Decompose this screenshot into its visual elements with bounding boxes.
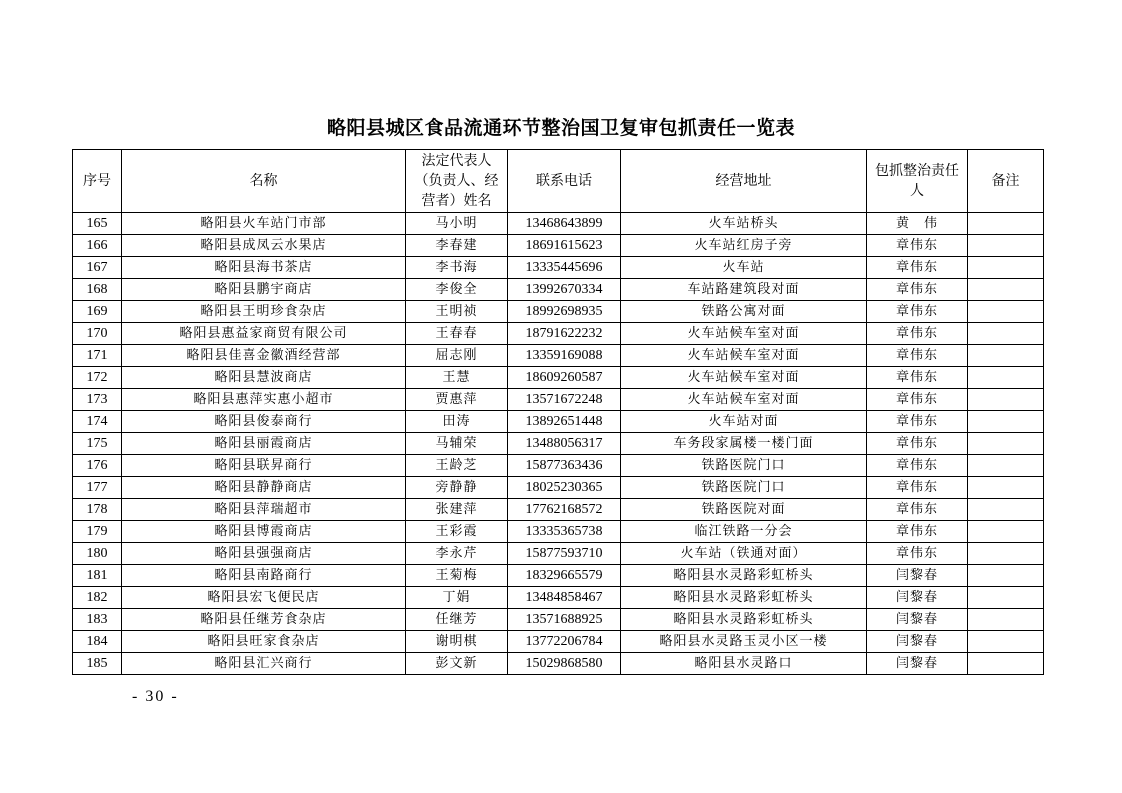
cell-address: 火车站候车室对面 <box>621 389 867 411</box>
table-row <box>73 411 1044 433</box>
table-row <box>73 323 1044 345</box>
cell-owner: 屈志刚 <box>406 345 508 367</box>
header-name: 名称 <box>122 150 406 213</box>
cell-responsible: 章伟东 <box>867 455 968 477</box>
cell-note <box>968 543 1044 565</box>
cell-responsible: 章伟东 <box>867 543 968 565</box>
cell-note <box>968 455 1044 477</box>
cell-phone: 13992670334 <box>508 279 621 301</box>
cell-phone: 13571688925 <box>508 609 621 631</box>
cell-responsible: 章伟东 <box>867 235 968 257</box>
cell-name: 略阳县慧波商店 <box>122 367 406 389</box>
cell-name: 略阳县鹏宇商店 <box>122 279 406 301</box>
table-row <box>73 587 1044 609</box>
cell-index: 170 <box>73 323 122 345</box>
table-row <box>73 499 1044 521</box>
table-row <box>73 653 1044 675</box>
cell-owner: 李春建 <box>406 235 508 257</box>
cell-address: 火车站候车室对面 <box>621 367 867 389</box>
table-row <box>73 367 1044 389</box>
cell-note <box>968 433 1044 455</box>
cell-responsible: 章伟东 <box>867 301 968 323</box>
header-index: 序号 <box>73 150 122 213</box>
cell-owner: 马小明 <box>406 213 508 235</box>
table-row <box>73 455 1044 477</box>
cell-address: 车务段家属楼一楼门面 <box>621 433 867 455</box>
cell-phone: 13335365738 <box>508 521 621 543</box>
table-row <box>73 543 1044 565</box>
cell-index: 181 <box>73 565 122 587</box>
table-row <box>73 235 1044 257</box>
cell-responsible: 闫黎春 <box>867 609 968 631</box>
cell-owner: 李书海 <box>406 257 508 279</box>
cell-note <box>968 587 1044 609</box>
cell-responsible: 章伟东 <box>867 433 968 455</box>
cell-name: 略阳县强强商店 <box>122 543 406 565</box>
cell-owner: 任继芳 <box>406 609 508 631</box>
cell-address: 火车站候车室对面 <box>621 323 867 345</box>
cell-responsible: 闫黎春 <box>867 587 968 609</box>
cell-note <box>968 521 1044 543</box>
cell-index: 171 <box>73 345 122 367</box>
cell-address: 火车站候车室对面 <box>621 345 867 367</box>
cell-index: 184 <box>73 631 122 653</box>
cell-owner: 王菊梅 <box>406 565 508 587</box>
cell-index: 172 <box>73 367 122 389</box>
cell-index: 178 <box>73 499 122 521</box>
cell-owner: 张建萍 <box>406 499 508 521</box>
cell-phone: 15029868580 <box>508 653 621 675</box>
cell-note <box>968 323 1044 345</box>
cell-index: 179 <box>73 521 122 543</box>
cell-phone: 18329665579 <box>508 565 621 587</box>
cell-owner: 丁娟 <box>406 587 508 609</box>
table-row <box>73 565 1044 587</box>
cell-note <box>968 653 1044 675</box>
cell-index: 183 <box>73 609 122 631</box>
cell-address: 车站路建筑段对面 <box>621 279 867 301</box>
cell-phone: 15877593710 <box>508 543 621 565</box>
table-row <box>73 521 1044 543</box>
cell-index: 167 <box>73 257 122 279</box>
cell-address: 略阳县水灵路彩虹桥头 <box>621 609 867 631</box>
cell-note <box>968 609 1044 631</box>
cell-note <box>968 389 1044 411</box>
cell-note <box>968 345 1044 367</box>
cell-name: 略阳县成凤云水果店 <box>122 235 406 257</box>
cell-address: 铁路公寓对面 <box>621 301 867 323</box>
cell-note <box>968 279 1044 301</box>
table-row <box>73 213 1044 235</box>
cell-phone: 18609260587 <box>508 367 621 389</box>
cell-phone: 13571672248 <box>508 389 621 411</box>
header-address: 经营地址 <box>621 150 867 213</box>
cell-phone: 13892651448 <box>508 411 621 433</box>
responsibility-table <box>72 149 1044 675</box>
table-row <box>73 477 1044 499</box>
cell-note <box>968 565 1044 587</box>
cell-name: 略阳县汇兴商行 <box>122 653 406 675</box>
cell-address: 火车站 <box>621 257 867 279</box>
header-responsible: 包抓整治责任人 <box>867 150 968 213</box>
cell-owner: 马辅荣 <box>406 433 508 455</box>
table-row <box>73 257 1044 279</box>
cell-phone: 13484858467 <box>508 587 621 609</box>
cell-index: 175 <box>73 433 122 455</box>
cell-phone: 18025230365 <box>508 477 621 499</box>
cell-name: 略阳县联昇商行 <box>122 455 406 477</box>
cell-responsible: 章伟东 <box>867 477 968 499</box>
cell-name: 略阳县王明珍食杂店 <box>122 301 406 323</box>
cell-owner: 王龄芝 <box>406 455 508 477</box>
cell-responsible: 章伟东 <box>867 411 968 433</box>
table-row <box>73 389 1044 411</box>
cell-owner: 彭文新 <box>406 653 508 675</box>
cell-name: 略阳县南路商行 <box>122 565 406 587</box>
cell-responsible: 章伟东 <box>867 367 968 389</box>
table-row <box>73 433 1044 455</box>
cell-note <box>968 301 1044 323</box>
cell-responsible: 黄 伟 <box>867 213 968 235</box>
cell-address: 略阳县水灵路彩虹桥头 <box>621 587 867 609</box>
header-note: 备注 <box>968 150 1044 213</box>
cell-responsible: 闫黎春 <box>867 565 968 587</box>
cell-note <box>968 499 1044 521</box>
table-row <box>73 631 1044 653</box>
cell-name: 略阳县宏飞便民店 <box>122 587 406 609</box>
cell-note <box>968 631 1044 653</box>
cell-phone: 13488056317 <box>508 433 621 455</box>
cell-phone: 17762168572 <box>508 499 621 521</box>
cell-name: 略阳县惠益家商贸有限公司 <box>122 323 406 345</box>
cell-address: 火车站桥头 <box>621 213 867 235</box>
cell-name: 略阳县丽霞商店 <box>122 433 406 455</box>
cell-phone: 18992698935 <box>508 301 621 323</box>
cell-address: 略阳县水灵路口 <box>621 653 867 675</box>
header-owner: 法定代表人（负责人、经营者）姓名 <box>406 150 508 213</box>
cell-owner: 王春春 <box>406 323 508 345</box>
cell-phone: 18791622232 <box>508 323 621 345</box>
table-row <box>73 279 1044 301</box>
cell-name: 略阳县静静商店 <box>122 477 406 499</box>
cell-address: 火车站对面 <box>621 411 867 433</box>
cell-name: 略阳县佳喜金徽酒经营部 <box>122 345 406 367</box>
table-row <box>73 345 1044 367</box>
cell-index: 177 <box>73 477 122 499</box>
header-phone: 联系电话 <box>508 150 621 213</box>
cell-index: 168 <box>73 279 122 301</box>
cell-owner: 王明祯 <box>406 301 508 323</box>
cell-name: 略阳县火车站门市部 <box>122 213 406 235</box>
cell-name: 略阳县任继芳食杂店 <box>122 609 406 631</box>
cell-index: 166 <box>73 235 122 257</box>
cell-index: 173 <box>73 389 122 411</box>
cell-note <box>968 477 1044 499</box>
cell-index: 174 <box>73 411 122 433</box>
cell-name: 略阳县博霞商店 <box>122 521 406 543</box>
cell-address: 铁路医院门口 <box>621 477 867 499</box>
cell-address: 临江铁路一分会 <box>621 521 867 543</box>
cell-owner: 王慧 <box>406 367 508 389</box>
cell-note <box>968 213 1044 235</box>
cell-responsible: 章伟东 <box>867 257 968 279</box>
cell-address: 铁路医院对面 <box>621 499 867 521</box>
cell-owner: 李永芹 <box>406 543 508 565</box>
cell-responsible: 章伟东 <box>867 499 968 521</box>
cell-responsible: 章伟东 <box>867 323 968 345</box>
page-number: - 30 - <box>132 688 179 705</box>
cell-responsible: 章伟东 <box>867 345 968 367</box>
cell-responsible: 闫黎春 <box>867 631 968 653</box>
cell-owner: 谢明棋 <box>406 631 508 653</box>
cell-name: 略阳县俊泰商行 <box>122 411 406 433</box>
cell-note <box>968 367 1044 389</box>
cell-note <box>968 411 1044 433</box>
cell-owner: 旁静静 <box>406 477 508 499</box>
cell-owner: 田涛 <box>406 411 508 433</box>
cell-name: 略阳县旺家食杂店 <box>122 631 406 653</box>
cell-phone: 15877363436 <box>508 455 621 477</box>
cell-note <box>968 235 1044 257</box>
cell-name: 略阳县萍瑞超市 <box>122 499 406 521</box>
cell-responsible: 闫黎春 <box>867 653 968 675</box>
cell-index: 176 <box>73 455 122 477</box>
cell-phone: 13468643899 <box>508 213 621 235</box>
cell-phone: 18691615623 <box>508 235 621 257</box>
cell-index: 169 <box>73 301 122 323</box>
cell-phone: 13359169088 <box>508 345 621 367</box>
cell-address: 略阳县水灵路玉灵小区一楼 <box>621 631 867 653</box>
cell-owner: 贾惠萍 <box>406 389 508 411</box>
cell-name: 略阳县海书茶店 <box>122 257 406 279</box>
cell-index: 182 <box>73 587 122 609</box>
cell-owner: 王彩霞 <box>406 521 508 543</box>
cell-address: 火车站（铁通对面） <box>621 543 867 565</box>
cell-address: 铁路医院门口 <box>621 455 867 477</box>
cell-address: 略阳县水灵路彩虹桥头 <box>621 565 867 587</box>
cell-responsible: 章伟东 <box>867 279 968 301</box>
cell-responsible: 章伟东 <box>867 521 968 543</box>
cell-responsible: 章伟东 <box>867 389 968 411</box>
cell-name: 略阳县惠萍实惠小超市 <box>122 389 406 411</box>
cell-phone: 13772206784 <box>508 631 621 653</box>
cell-owner: 李俊全 <box>406 279 508 301</box>
cell-phone: 13335445696 <box>508 257 621 279</box>
page-title: 略阳县城区食品流通环节整治国卫复审包抓责任一览表 <box>326 117 795 139</box>
cell-note <box>968 257 1044 279</box>
table-header-row <box>73 150 1044 213</box>
cell-index: 165 <box>73 213 122 235</box>
table-row <box>73 301 1044 323</box>
cell-index: 185 <box>73 653 122 675</box>
cell-address: 火车站红房子旁 <box>621 235 867 257</box>
table-row <box>73 609 1044 631</box>
cell-index: 180 <box>73 543 122 565</box>
